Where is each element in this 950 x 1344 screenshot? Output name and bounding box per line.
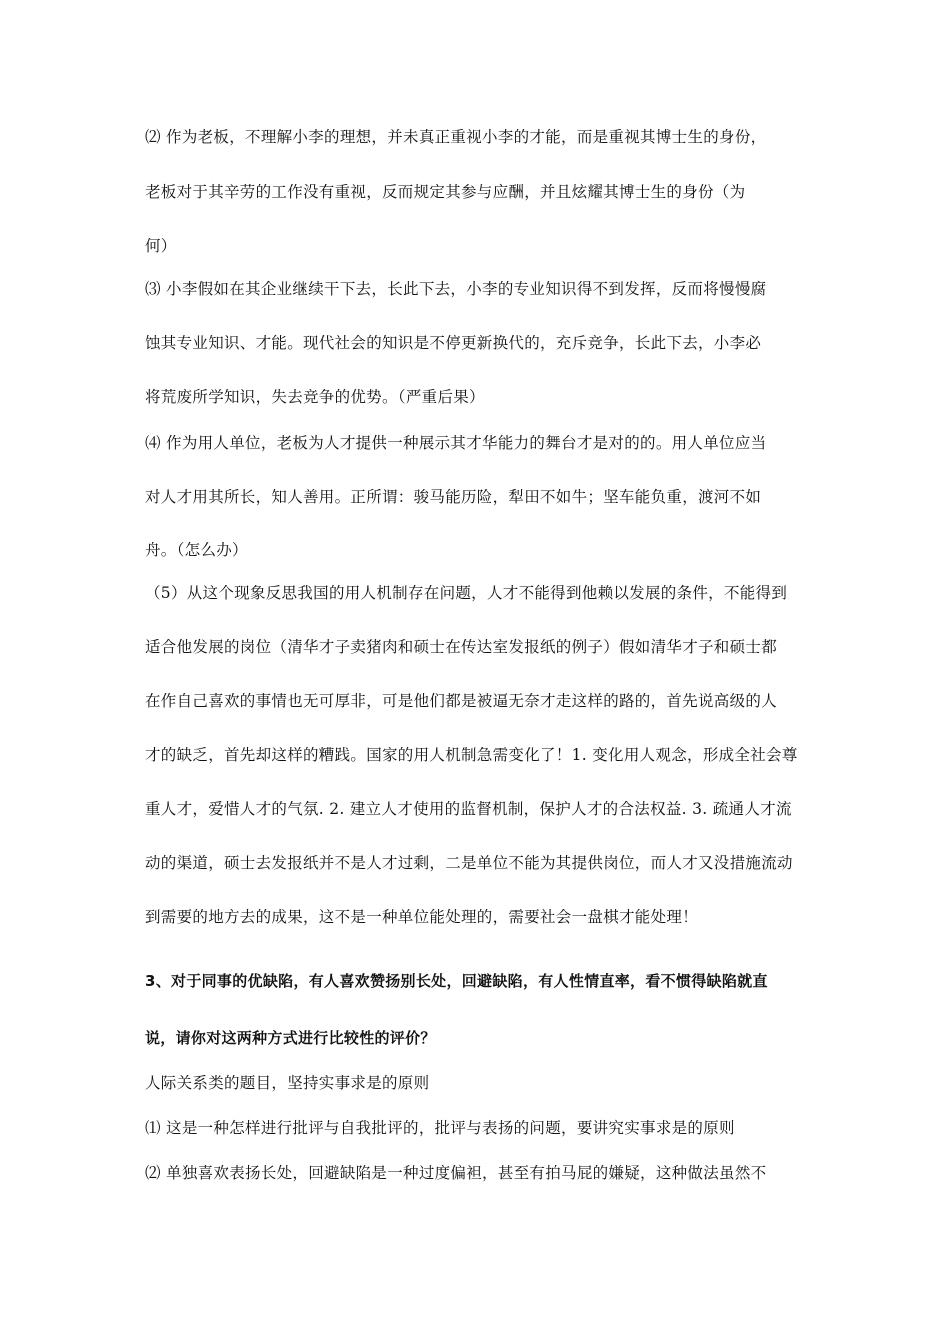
paragraph-5-line-1: （5）从这个现象反思我国的用人机制存在问题，人才不能得到他赖以发展的条件，不能得到	[145, 584, 788, 602]
paragraph-3-line-3: 将荒废所学知识，失去竞争的优势。（严重后果）	[145, 388, 485, 406]
paragraph-3-line-2: 蚀其专业知识、才能。现代社会的知识是不停更新换代的，充斥竞争，长此下去，小李必	[145, 334, 762, 352]
paragraph-5-line-5: 重人才，爱惜人才的气氛. 2. 建立人才使用的监督机制，保护人才的合法权益. 3. 疏通人才流	[145, 800, 792, 818]
paragraph-4-line-2: 对人才用其所长，知人善用。正所谓：骏马能历险，犁田不如牛；坚车能负重，渡河不如	[145, 488, 762, 506]
paragraph-5-line-7: 到需要的地方去的成果，这不是一种单位能处理的，需要社会一盘棋才能处理！	[145, 908, 699, 926]
answer-point-2: ⑵ 单独喜欢表扬长处，回避缺陷是一种过度偏袒，甚至有拍马屁的嫌疑，这种做法虽然不	[145, 1164, 767, 1182]
paragraph-5-line-2: 适合他发展的岗位（清华才子卖猪肉和硕士在传达室发报纸的例子）假如清华才子和硕士都	[145, 638, 778, 656]
paragraph-2-line-2: 老板对于其辛劳的工作没有重视，反而规定其参与应酬，并且炫耀其博士生的身份（为	[145, 183, 746, 201]
paragraph-2-line-1: ⑵ 作为老板，不理解小李的理想，并未真正重视小李的才能，而是重视其博士生的身份，	[145, 128, 767, 146]
paragraph-2-line-3: 何）	[145, 237, 177, 255]
answer-intro: 人际关系类的题目，坚持实事求是的原则	[145, 1074, 430, 1092]
paragraph-5-line-3: 在作自己喜欢的事情也无可厚非，可是他们都是被逼无奈才走这样的路的，首先说高级的人	[145, 692, 778, 710]
paragraph-3-line-1: ⑶ 小李假如在其企业继续干下去，长此下去，小李的专业知识得不到发挥，反而将慢慢腐	[145, 280, 767, 298]
paragraph-5-line-4: 才的缺乏，首先却这样的糟践。国家的用人机制急需变化了！1. 变化用人观念，形成全社会尊	[145, 746, 798, 764]
paragraph-4-line-3: 舟。（怎么办）	[145, 541, 248, 559]
paragraph-4-line-1: ⑷ 作为用人单位，老板为人才提供一种展示其才华能力的舞台才是对的的。用人单位应当	[145, 434, 767, 452]
paragraph-5-line-6: 动的渠道，硕士去发报纸并不是人才过剩，二是单位不能为其提供岗位，而人才又没措施流动	[145, 854, 793, 872]
question-3-line-2: 说，请你对这两种方式进行比较性的评价？	[145, 1029, 436, 1047]
answer-point-1: ⑴ 这是一种怎样进行批评与自我批评的，批评与表扬的问题，要讲究实事求是的原则	[145, 1119, 735, 1137]
question-3-line-1: 3、对于同事的优缺陷，有人喜欢赞扬别长处，回避缺陷，有人性情直率，看不惯得缺陷就直	[145, 972, 768, 990]
